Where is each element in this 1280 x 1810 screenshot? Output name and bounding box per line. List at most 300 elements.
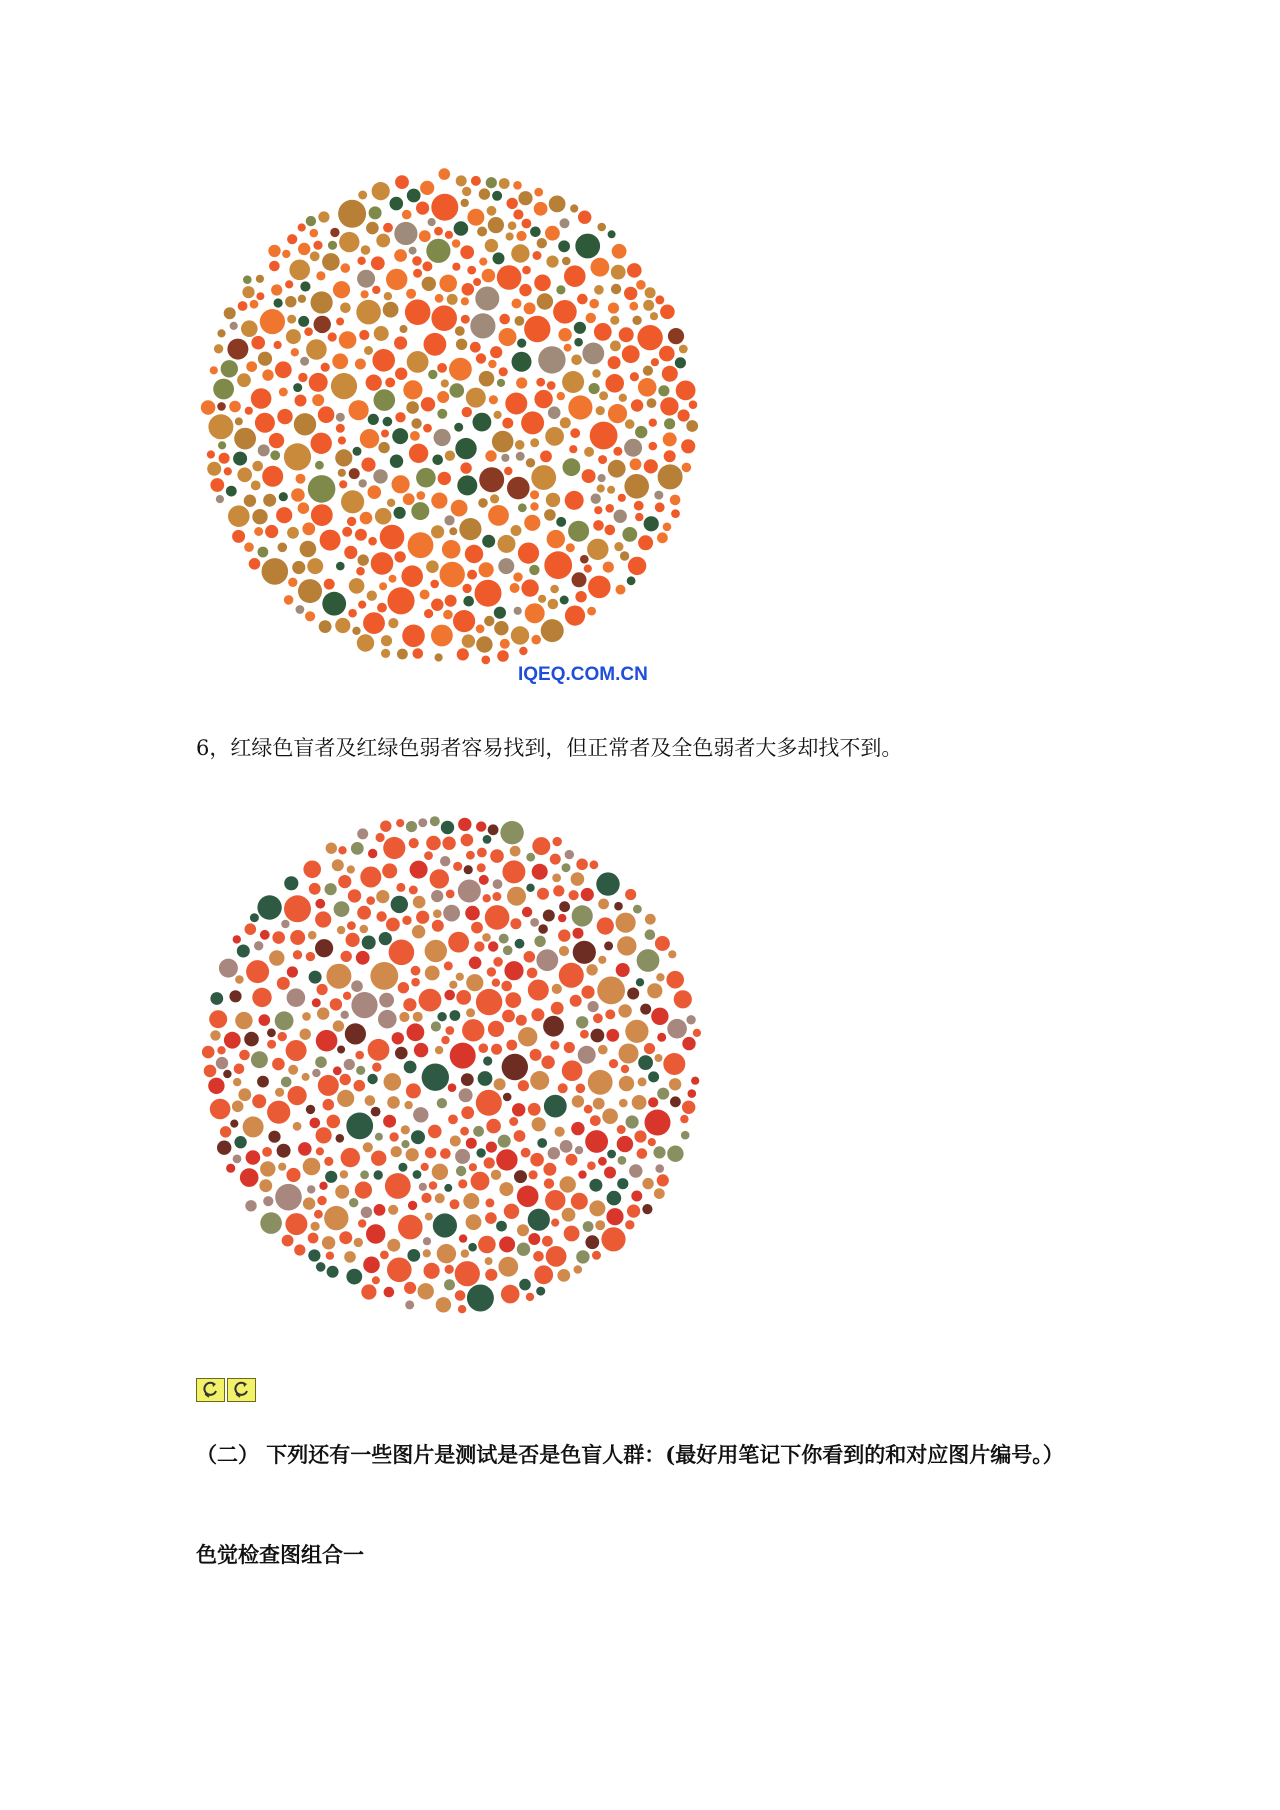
- plate-dot: [510, 918, 521, 929]
- plate-dot: [544, 509, 556, 521]
- plate-dot: [578, 211, 591, 224]
- plate-dot: [476, 989, 502, 1015]
- plate-dot: [507, 887, 526, 906]
- plate-dot: [387, 1258, 412, 1283]
- plate-dot: [440, 856, 450, 866]
- plate-dot: [521, 411, 544, 434]
- plate-dot: [526, 884, 534, 892]
- plate-dot: [392, 428, 408, 444]
- plate-dot: [345, 1023, 366, 1044]
- plate-dot: [553, 837, 562, 846]
- plate-dot: [257, 895, 281, 919]
- plate-dot: [519, 647, 527, 655]
- plate-dot: [431, 194, 458, 221]
- plate-dot: [338, 200, 366, 228]
- plate-dot: [221, 360, 238, 377]
- plate-dot: [515, 440, 525, 450]
- plate-dot: [458, 1305, 466, 1313]
- plate-dot: [572, 572, 587, 587]
- plate-dot: [552, 874, 561, 883]
- plate-dot: [596, 872, 619, 895]
- plate-dot: [367, 591, 377, 601]
- plate-dot: [209, 1010, 227, 1028]
- plate-dot: [492, 191, 502, 201]
- plate-dot: [311, 433, 332, 454]
- plate-dot: [516, 377, 527, 388]
- plate-dot: [491, 1170, 501, 1180]
- plate-dot: [224, 307, 236, 319]
- plate-dot: [532, 1117, 546, 1131]
- plate-dot: [559, 946, 569, 956]
- plate-dot: [288, 578, 297, 587]
- plate-dot: [252, 988, 271, 1007]
- plate-dot: [404, 1282, 416, 1294]
- plate-dot: [547, 530, 565, 548]
- plate-dot: [589, 1200, 605, 1216]
- plate-dot: [204, 1065, 217, 1078]
- plate-dot: [394, 551, 405, 562]
- plate-dot: [658, 464, 683, 489]
- plate-dot: [450, 383, 465, 398]
- plate-dot: [559, 901, 570, 912]
- plate-dot: [518, 543, 539, 564]
- plate-dot: [644, 459, 658, 473]
- plate-dot: [496, 1149, 517, 1170]
- plate-dot: [385, 378, 395, 388]
- plate-dot: [494, 607, 506, 619]
- plate-dot: [530, 918, 539, 927]
- plate-dot: [482, 933, 491, 942]
- plate-dot: [638, 1055, 653, 1070]
- plate-dot: [390, 455, 403, 468]
- plate-dot: [341, 1011, 349, 1019]
- plate-dot: [409, 444, 428, 463]
- plate-dot: [455, 438, 476, 459]
- plate-dot: [559, 963, 584, 988]
- plate-dot: [300, 357, 309, 366]
- plate-dot: [580, 1030, 589, 1039]
- plate-dot: [465, 545, 483, 563]
- plate-dot: [483, 835, 492, 844]
- plate-dot: [411, 502, 429, 520]
- plate-dot: [424, 851, 433, 860]
- plate-dot: [457, 475, 477, 495]
- plate-dot: [213, 379, 234, 400]
- plate-dot: [467, 570, 477, 580]
- plate-dot: [346, 933, 360, 947]
- plate-dot: [310, 1118, 321, 1129]
- plate-dot: [632, 1095, 647, 1110]
- plate-dot: [265, 525, 278, 538]
- plate-dot: [614, 542, 623, 551]
- plate-dot: [558, 328, 571, 341]
- plate-dot: [543, 1163, 556, 1176]
- plate-dot: [693, 1029, 701, 1037]
- plate-dot: [681, 439, 695, 453]
- plate-dot: [512, 352, 532, 372]
- plate-dot: [357, 828, 368, 839]
- plate-dot: [547, 381, 556, 390]
- plate-dot: [335, 618, 350, 633]
- plate-dot: [355, 1182, 372, 1199]
- plate-dot: [368, 1039, 390, 1061]
- plate-dot: [502, 860, 525, 883]
- plate-dot: [378, 1010, 397, 1029]
- plate-dot: [433, 909, 442, 918]
- plate-dot: [232, 1101, 244, 1113]
- plate-dot: [458, 880, 481, 903]
- plate-dot: [260, 1161, 275, 1176]
- plate-dot: [361, 458, 375, 472]
- plate-dot: [267, 1040, 276, 1049]
- plate-dot: [407, 189, 421, 203]
- plate-dot: [352, 627, 360, 635]
- plate-dot: [337, 1046, 345, 1054]
- plate-dot: [296, 605, 305, 614]
- plate-dot: [376, 833, 385, 842]
- plate-dot: [611, 284, 621, 294]
- plate-dot: [335, 449, 352, 466]
- plate-dot: [402, 916, 411, 925]
- plate-dot: [541, 619, 564, 642]
- plate-dot: [644, 1043, 655, 1054]
- plate-dot: [331, 373, 357, 399]
- plate-dot: [383, 1115, 396, 1128]
- plate-dot: [522, 907, 532, 917]
- plate-dot: [526, 458, 535, 467]
- plate-dot: [617, 1136, 633, 1152]
- plate-dot: [426, 560, 439, 573]
- plate-dot: [392, 475, 410, 493]
- plate-dot: [306, 339, 327, 360]
- plate-dot: [401, 565, 423, 587]
- plate-dot: [606, 1029, 619, 1042]
- plate-dot: [585, 1130, 608, 1153]
- plate-dot: [553, 885, 564, 896]
- plate-dot: [442, 837, 455, 850]
- prev-nav-icon[interactable]: [196, 1378, 225, 1402]
- plate-dot: [617, 1125, 626, 1134]
- plate-dot: [311, 1222, 320, 1231]
- plate-dot: [505, 992, 521, 1008]
- plate-dot: [558, 240, 570, 252]
- plate-dot: [479, 467, 504, 492]
- plate-dot: [210, 992, 223, 1005]
- plate-dot: [387, 1239, 400, 1252]
- plate-dot: [279, 492, 288, 501]
- plate-dot: [303, 1158, 321, 1176]
- plate-dot: [614, 510, 627, 523]
- plate-dot: [372, 182, 390, 200]
- plate-dot: [560, 1176, 576, 1192]
- plate-dot: [412, 256, 422, 266]
- plate-dot: [594, 506, 602, 514]
- plate-dot: [285, 296, 296, 307]
- plate-dot: [562, 863, 571, 872]
- plate-dot: [533, 1251, 544, 1262]
- plate-dot: [333, 1020, 344, 1031]
- plate-dot: [343, 992, 351, 1000]
- plate-dot: [537, 238, 547, 248]
- plate-dot: [532, 864, 548, 880]
- plate-dot: [537, 1138, 547, 1148]
- plate-dot: [499, 1182, 513, 1196]
- plate-dot: [624, 439, 642, 457]
- plate-dot: [460, 462, 471, 473]
- plate-dot: [394, 222, 417, 245]
- plate-dot: [430, 816, 440, 826]
- plate-dot: [636, 978, 644, 986]
- plate-dot: [534, 275, 551, 292]
- plate-dot: [456, 339, 467, 350]
- plate-dot: [462, 187, 471, 196]
- plate-dot: [232, 530, 245, 543]
- plate-dot: [268, 1131, 280, 1143]
- plate-dot: [680, 1115, 688, 1123]
- plate-dot: [485, 1257, 493, 1265]
- plate-dot: [300, 1029, 311, 1040]
- plate-dot: [584, 1105, 593, 1114]
- plate-dot: [422, 261, 432, 271]
- plate-dot: [397, 649, 408, 660]
- plate-dot: [571, 1122, 584, 1135]
- plate-dot: [368, 414, 379, 425]
- plate-dot: [432, 1164, 448, 1180]
- plate-dot: [645, 914, 656, 925]
- plate-dot: [441, 1036, 449, 1044]
- plate-dot: [322, 1236, 335, 1249]
- plate-dot: [455, 1149, 470, 1164]
- plate-dot: [456, 1166, 466, 1176]
- plate-dot: [542, 1236, 553, 1247]
- plate-dot: [647, 983, 662, 998]
- plate-dot: [416, 491, 425, 500]
- plate-dot: [509, 1117, 518, 1126]
- plate-dot: [540, 451, 552, 463]
- plate-dot: [618, 1004, 631, 1017]
- plate-dot: [688, 1089, 697, 1098]
- plate-dot: [588, 1001, 599, 1012]
- plate-dot: [536, 1287, 545, 1296]
- plate-dot: [404, 1101, 412, 1109]
- plate-dot: [217, 402, 226, 411]
- plate-dot: [449, 981, 457, 989]
- plate-dot: [477, 848, 487, 858]
- plate-dot: [250, 913, 259, 922]
- plate-dot: [479, 875, 489, 885]
- plate-dot: [336, 318, 344, 326]
- plate-dot: [402, 625, 425, 648]
- color-plate-2: [196, 795, 706, 1335]
- plate-dot: [267, 1028, 276, 1037]
- plate-dot: [638, 378, 657, 397]
- plate-dot: [582, 343, 604, 365]
- plate-dot: [532, 837, 550, 855]
- plate-dot: [274, 298, 283, 307]
- plate-dot: [300, 541, 317, 558]
- plate-dot: [234, 1064, 245, 1075]
- plate-dot: [488, 824, 499, 835]
- plate-dot: [449, 358, 472, 381]
- plate-dot: [287, 234, 297, 244]
- plate-dot: [362, 936, 376, 950]
- plate-dot: [259, 1179, 272, 1192]
- plate-dot: [316, 271, 325, 280]
- plate-dot: [316, 1262, 326, 1272]
- plate-dot: [359, 330, 369, 340]
- next-nav-icon[interactable]: [227, 1378, 256, 1402]
- plate-dot: [576, 1084, 586, 1094]
- plate-dot: [682, 1101, 695, 1114]
- plate-dot: [434, 227, 443, 236]
- plate-dot: [262, 466, 283, 487]
- plate-dot: [439, 275, 457, 293]
- plate-dot: [444, 961, 453, 970]
- plate-dot: [486, 1142, 497, 1153]
- plate-dot: [233, 935, 241, 943]
- plate-dot: [494, 411, 502, 419]
- plate-dot: [461, 199, 469, 207]
- plate-dot: [543, 910, 555, 922]
- plate-dot: [592, 1251, 601, 1260]
- plate-dot: [315, 899, 325, 909]
- plate-dot: [598, 956, 606, 964]
- plate-dot: [333, 281, 350, 298]
- plate-dot: [498, 1257, 518, 1277]
- plate-dot: [548, 1147, 560, 1159]
- plate-dot: [453, 610, 475, 632]
- plate-dot: [357, 270, 375, 288]
- plate-dot: [492, 979, 500, 987]
- plate-dot: [649, 442, 658, 451]
- plate-dot: [371, 256, 385, 270]
- plate-dot: [587, 607, 596, 616]
- plate-dot: [645, 1110, 671, 1136]
- plate-dot: [447, 294, 458, 305]
- plate-dot: [590, 422, 618, 450]
- plate-dot: [371, 552, 394, 575]
- plate-dot: [374, 326, 389, 341]
- plate-dot: [576, 1250, 589, 1263]
- plate-dot: [408, 1201, 417, 1210]
- plate-dot: [608, 404, 627, 423]
- plate-dot: [530, 1071, 549, 1090]
- plate-dot: [207, 462, 221, 476]
- plate-dot: [560, 596, 569, 605]
- plate-dot: [430, 869, 449, 888]
- plate-dot: [395, 1047, 408, 1060]
- plate-dot: [570, 428, 580, 438]
- plate-dot: [492, 431, 514, 453]
- plate-dot: [422, 277, 436, 291]
- plate-dot: [431, 525, 444, 538]
- plate-dot: [294, 1244, 305, 1255]
- plate-dot: [395, 175, 409, 189]
- plate-dot: [551, 1002, 564, 1015]
- plate-dot: [407, 1023, 425, 1041]
- plate-dot: [473, 1126, 484, 1137]
- plate-dot: [246, 361, 257, 372]
- plate-dot: [376, 234, 390, 248]
- plate-dot: [575, 591, 586, 602]
- plate-dot: [347, 921, 356, 930]
- plate-dot: [410, 861, 428, 879]
- plate-dot: [425, 1213, 433, 1221]
- plate-dot: [207, 450, 215, 458]
- plate-dot: [576, 1016, 588, 1028]
- plate-dot: [648, 1071, 659, 1082]
- plate-dot: [462, 1019, 484, 1041]
- plate-dot: [458, 1179, 467, 1188]
- plate-dot: [599, 391, 608, 400]
- plate-dot: [418, 818, 427, 827]
- color-plate-1: [196, 162, 704, 694]
- plate-dot: [662, 366, 678, 382]
- plate-dot: [425, 966, 440, 981]
- plate-dot: [294, 413, 316, 435]
- plate-dot: [359, 479, 367, 487]
- plate-dot: [270, 450, 280, 460]
- plate-dot: [413, 1170, 422, 1179]
- nav-icon-group: [196, 1378, 256, 1404]
- plate-dot: [528, 1209, 550, 1231]
- plate-dot: [268, 245, 280, 257]
- plate-dot: [476, 353, 486, 363]
- plate-dot: [476, 636, 492, 652]
- plate-dot: [571, 1193, 588, 1210]
- plate-dot: [572, 1095, 584, 1107]
- plate-dot: [619, 1076, 634, 1091]
- plate-dot: [667, 1146, 683, 1162]
- plate-dot: [328, 241, 337, 250]
- plate-dot: [686, 1015, 695, 1024]
- plate-dot: [591, 494, 601, 504]
- plate-dot: [316, 1030, 338, 1052]
- plate-dot: [394, 336, 407, 349]
- plate-dot: [309, 883, 321, 895]
- plate-dot: [416, 911, 429, 924]
- plate-dot: [538, 924, 548, 934]
- plate-dot: [308, 1249, 320, 1261]
- plate-dot: [413, 1012, 423, 1022]
- plate-dot: [431, 305, 457, 331]
- plate-dot: [621, 1065, 629, 1073]
- plate-dot: [422, 1064, 449, 1091]
- plate-dot: [444, 1279, 455, 1290]
- plate-dot: [309, 373, 328, 392]
- plate-dot: [341, 490, 364, 513]
- plate-dot: [344, 546, 357, 559]
- plate-dot: [275, 1088, 284, 1097]
- plate-dot: [534, 390, 552, 408]
- plate-dot: [620, 551, 629, 560]
- plate-dot: [501, 1285, 520, 1304]
- plate-dot: [485, 905, 510, 930]
- plate-dot: [367, 1074, 377, 1084]
- plate-dot: [361, 1284, 376, 1299]
- plate-dot: [285, 280, 293, 288]
- plate-dot: [287, 527, 299, 539]
- plate-dot: [303, 1197, 315, 1209]
- plate-dot: [445, 451, 455, 461]
- plate-dot: [454, 423, 463, 432]
- plate-dot: [366, 222, 379, 235]
- plate-dot: [675, 357, 686, 368]
- plate-dot: [208, 414, 233, 439]
- plate-dot: [316, 1147, 324, 1155]
- plate-dot: [564, 265, 586, 287]
- plate-dot: [551, 1219, 559, 1227]
